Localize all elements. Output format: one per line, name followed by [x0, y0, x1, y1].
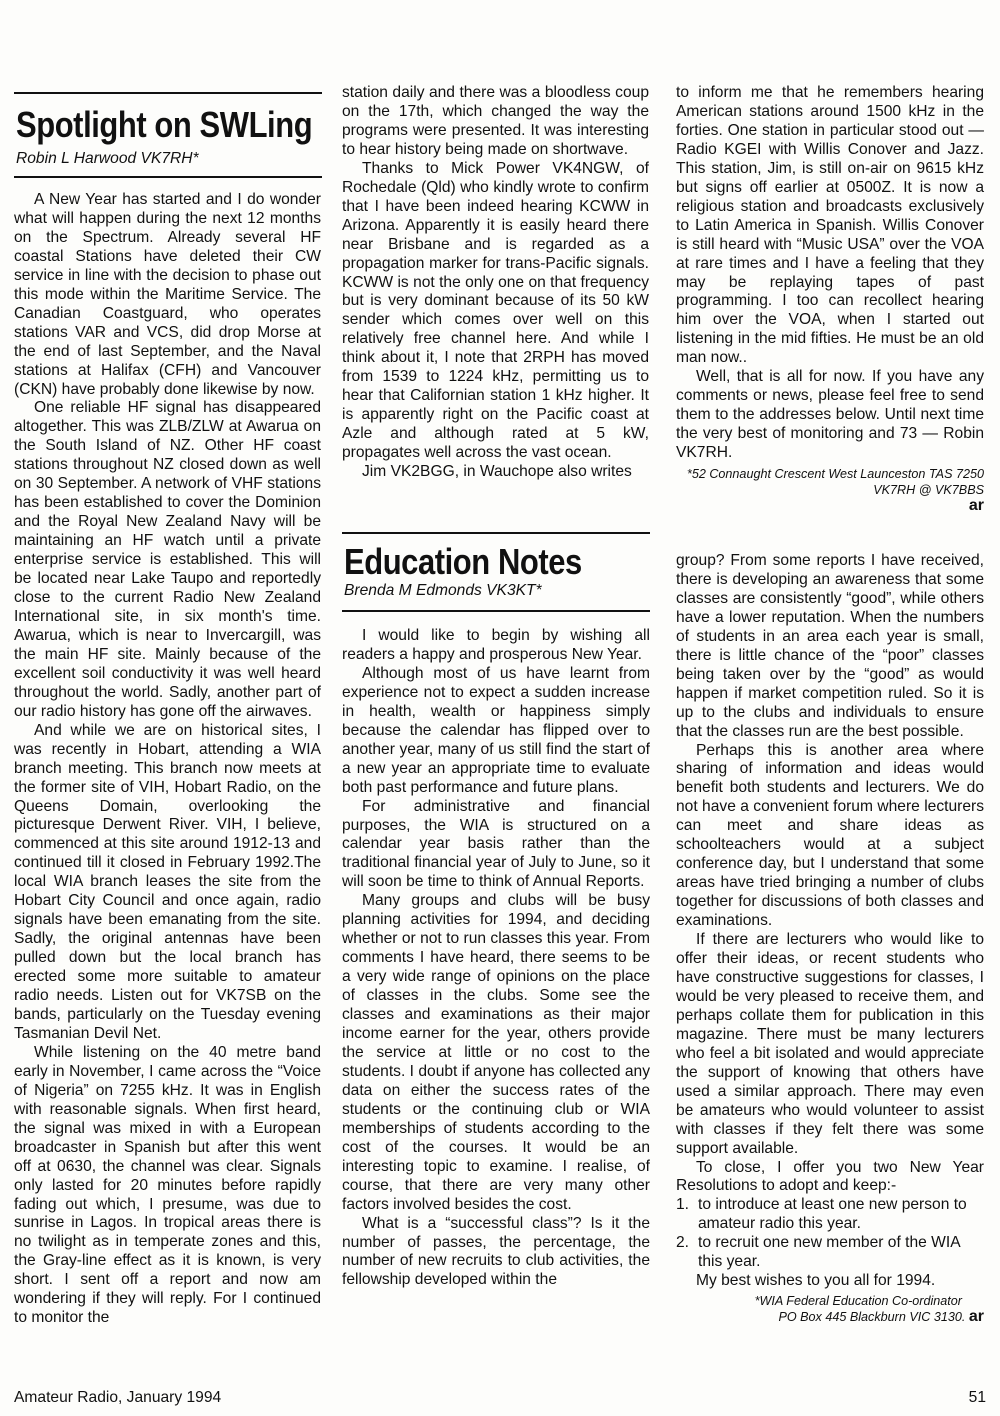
- footer-publication: Amateur Radio, January 1994: [14, 1389, 222, 1406]
- closing-line: My best wishes to you all for 1994.: [696, 1272, 936, 1290]
- spotlight-byline: Robin L Harwood VK7RH*: [16, 150, 199, 167]
- education-column-2: [342, 627, 650, 1290]
- education-title: Education Notes: [344, 541, 582, 582]
- spotlight-column-2: [342, 84, 649, 482]
- paragraph: A New Year has started and I do wonder what will happen during the next 12 months on the Spectrum. Already several HF coastal Stations have deleted their CW service in line with the decision to phase out this mode within the Maritime Service. The Canadian Coastguard, who operates stations VAR and VCS, did drop Morse at the end of last September, and the Naval stations at Halifax (CFH) and Vancouver (CKN) have probably done likewise by now.: [14, 191, 321, 398]
- paragraph: Well, that is all for now. If you have any comments or news, please feel free to send them to the addresses below. Until next time the very best of monitoring and 73 — Robin VK7RH.: [676, 368, 984, 462]
- education-top-rule: [342, 532, 650, 534]
- spotlight-column-1: [14, 191, 321, 1328]
- paragraph: Many groups and clubs will be busy planning activities for 1994, and deciding whether or not to run classes this year. From comments I have heard, there seems to be a very wide range of opinions on the place of classes in the clubs. Some see the classes and examinations as their major income earner for the year, others provide the service at little or no cost to the students. I doubt if anyone has collected any data on either the success rates of the students or the continuing club or WIA memberships of students according to the cost of the courses. It would be an interesting topic to examine. I realise, of course, that there are very many other factors involved besides the cost.: [342, 892, 650, 1213]
- paragraph: Although most of us have learnt from experience not to expect a sudden increase in health, wealth or happiness simply because the calendar has flipped over to another year, many of us still find the start of a new year an appropriate time to evaluate both past performance and future plans.: [342, 664, 650, 796]
- spotlight-byline-rule: [14, 176, 322, 178]
- paragraph: Thanks to Mick Power VK4NGW, of Rochedale (Qld) who kindly wrote to confirm that I have been indeed hearing KCWW in Arizona. Apparently it is easily heard there near Brisbane and is regarded as a propagation marker for trans-Pacific signals. KCWW is not the only one on that frequency but is very dominant because of its 50 kW sender which comes over well on this relatively free channel here. And while I think about it, I note that 2RPH has moved from 1539 to 1224 kHz, permitting us to hear that Californian station 1 kHz higher. It is apparently right on the Pacific coast at Azle and although rated at 5 kW, propagates well across the vast ocean.: [342, 159, 649, 462]
- spotlight-footnote-bbs: VK7RH @ VK7BBS: [873, 483, 984, 498]
- education-byline: Brenda M Edmonds VK3KT*: [344, 582, 542, 599]
- footer-page-number: 51: [968, 1389, 986, 1406]
- paragraph: While listening on the 40 metre band early in November, I came across the “Voice of Nigeria” on 7255 kHz. It was in English with reasonable signals. When first heard, the signal was mixed in with a European broadcaster in Spanish but after this went off at 0630, the channel was clear. Signals only lasted for 20 minutes before rapidly fading out which, I presume, was due to sunrise in Lagos. In tropical areas there is no twilight as in temperate zones and this, the Gray-line effect as it is known, is very short. I sent off a report and now am wondering if they will reply. For I continued to monitor the: [14, 1043, 321, 1327]
- education-footnote-title: *WIA Federal Education Co-ordinator: [754, 1294, 962, 1309]
- list-text: to introduce at least one new person to amateur radio this year.: [698, 1196, 967, 1233]
- list-item: [676, 1196, 984, 1234]
- list-text: to recruit one new member of the WIA this year.: [698, 1234, 960, 1271]
- paragraph: And while we are on historical sites, I was recently in Hobart, attending a WIA branch meeting. This branch now meets at the former site of VIH, Hobart Radio, on the Queens Domain, overlooking the picturesque Derwent River. VIH, I believe, commenced at this site around 1912-13 and continued till it closed in February 1992.The local WIA branch leases the site from the Hobart City Council and once again, radio signals have been emanating from the site. Sadly, the original antennas have been pulled down but the local branch has erected some more suitable to amateur radio needs. Listen out for VK7SB on the bands, particularly on the Tuesday evening Tasmanian Devil Net.: [14, 721, 321, 1042]
- education-footnote-address-text: PO Box 445 Blackburn VIC 3130.: [778, 1310, 966, 1325]
- paragraph: I would like to begin by wishing all readers a happy and prosperous New Year.: [342, 627, 650, 663]
- spotlight-column-3: [676, 84, 984, 514]
- list-number: 2.: [676, 1234, 690, 1252]
- paragraph: For administrative and financial purposes, the WIA is structured on a calendar year basis rather than the traditional financial year of July to June, so it will soon be time to think of Annual Reports.: [342, 797, 650, 891]
- education-endmark: ar: [968, 1308, 984, 1326]
- resolutions-list: [676, 1196, 984, 1272]
- spotlight-title: Spotlight on SWLing: [16, 104, 313, 145]
- spotlight-endmark: ar: [968, 497, 984, 515]
- list-number: 1.: [676, 1196, 690, 1214]
- paragraph: to inform me that he remembers hearing American stations around 1500 kHz in the forties. One station in particular stood out — Radio KGEI with Willis Conover and Jazz. This station, Jim, is still on-air on 9615 kHz but signs off earlier at 0500Z. It is now a religious station and broadcasts exclusively to Latin America in Spanish. Willis Conover is still heard with “Music USA” over the VOA at rare times and I have a feeling that they may be replaying tapes of past programming. I too can recollect hearing him over the VOA, when I started out listening in the mid fifties. He must be an old man now..: [676, 84, 984, 367]
- spotlight-top-rule: [14, 92, 322, 94]
- paragraph: One reliable HF signal has disappeared altogether. This was ZLB/ZLW at Awarua on the South Island of NZ. Other HF coast stations throughout NZ closed down as well on 30 September. A network of VHF stations has been established to cover the Dominion and the Royal New Zealand Navy will be maintaining an HF watch until a private enterprise service is established. This will be located near Lake Taupo and reportedly close to the current Radio New Zealand International site, in six month's time. Awarua, which is near to Invercargill, was the main HF site. Mainly because of the excellent soil conductivity it was well heard throughout the world. Sadly, another part of our radio history has gone off the airwaves.: [14, 399, 321, 720]
- paragraph: Perhaps this is another area where sharing of information and ideas would benefit both students and lecturers. We do not have a convenient forum where lecturers can meet and share ideas as schoolteachers would at a subject conference day, but I understand that some areas have tried bringing a number of clubs together for discussions of both classes and examinations.: [676, 741, 984, 930]
- paragraph: To close, I offer you two New Year Resolutions to adopt and keep:-: [676, 1158, 984, 1195]
- list-item: [676, 1234, 984, 1272]
- paragraph: If there are lecturers who would like to offer their ideas, or recent students who have constructive suggestions for classes, I would be very pleased to receive them, and perhaps collate them for publication in this magazine. There must be many lecturers who feel a bit isolated and would appreciate the support of knowing that others have used a similar approach. There may even be amateurs who would volunteer to assist with classes if they felt there was some support available.: [676, 931, 984, 1157]
- education-column-3: [676, 552, 984, 1325]
- paragraph: Jim VK2BGG, in Wauchope also writes: [362, 463, 632, 481]
- education-byline-rule: [342, 610, 650, 612]
- paragraph: What is a “successful class”? Is it the number of passes, the percentage, the number of new recruits to club activities, the fellowship developed within the: [342, 1214, 650, 1289]
- spotlight-footnote-address: *52 Connaught Crescent West Launceston TAS 7250: [686, 467, 984, 482]
- paragraph: station daily and there was a bloodless coup on the 17th, which changed the way the programs were presented. It was interesting to hear history being made on shortwave.: [342, 84, 649, 158]
- education-footnote-address: [676, 1309, 984, 1325]
- paragraph: group? From some reports I have received, there is developing an awareness that some classes are consistently “good”, while others have a lower reputation. When the numbers of students in an area each year is small, there is little chance of the “poor” classes being taken over by the “good” as would happen if market competition ruled. So it is up to the clubs and individuals to ensure that the classes run are the best possible.: [676, 552, 984, 740]
